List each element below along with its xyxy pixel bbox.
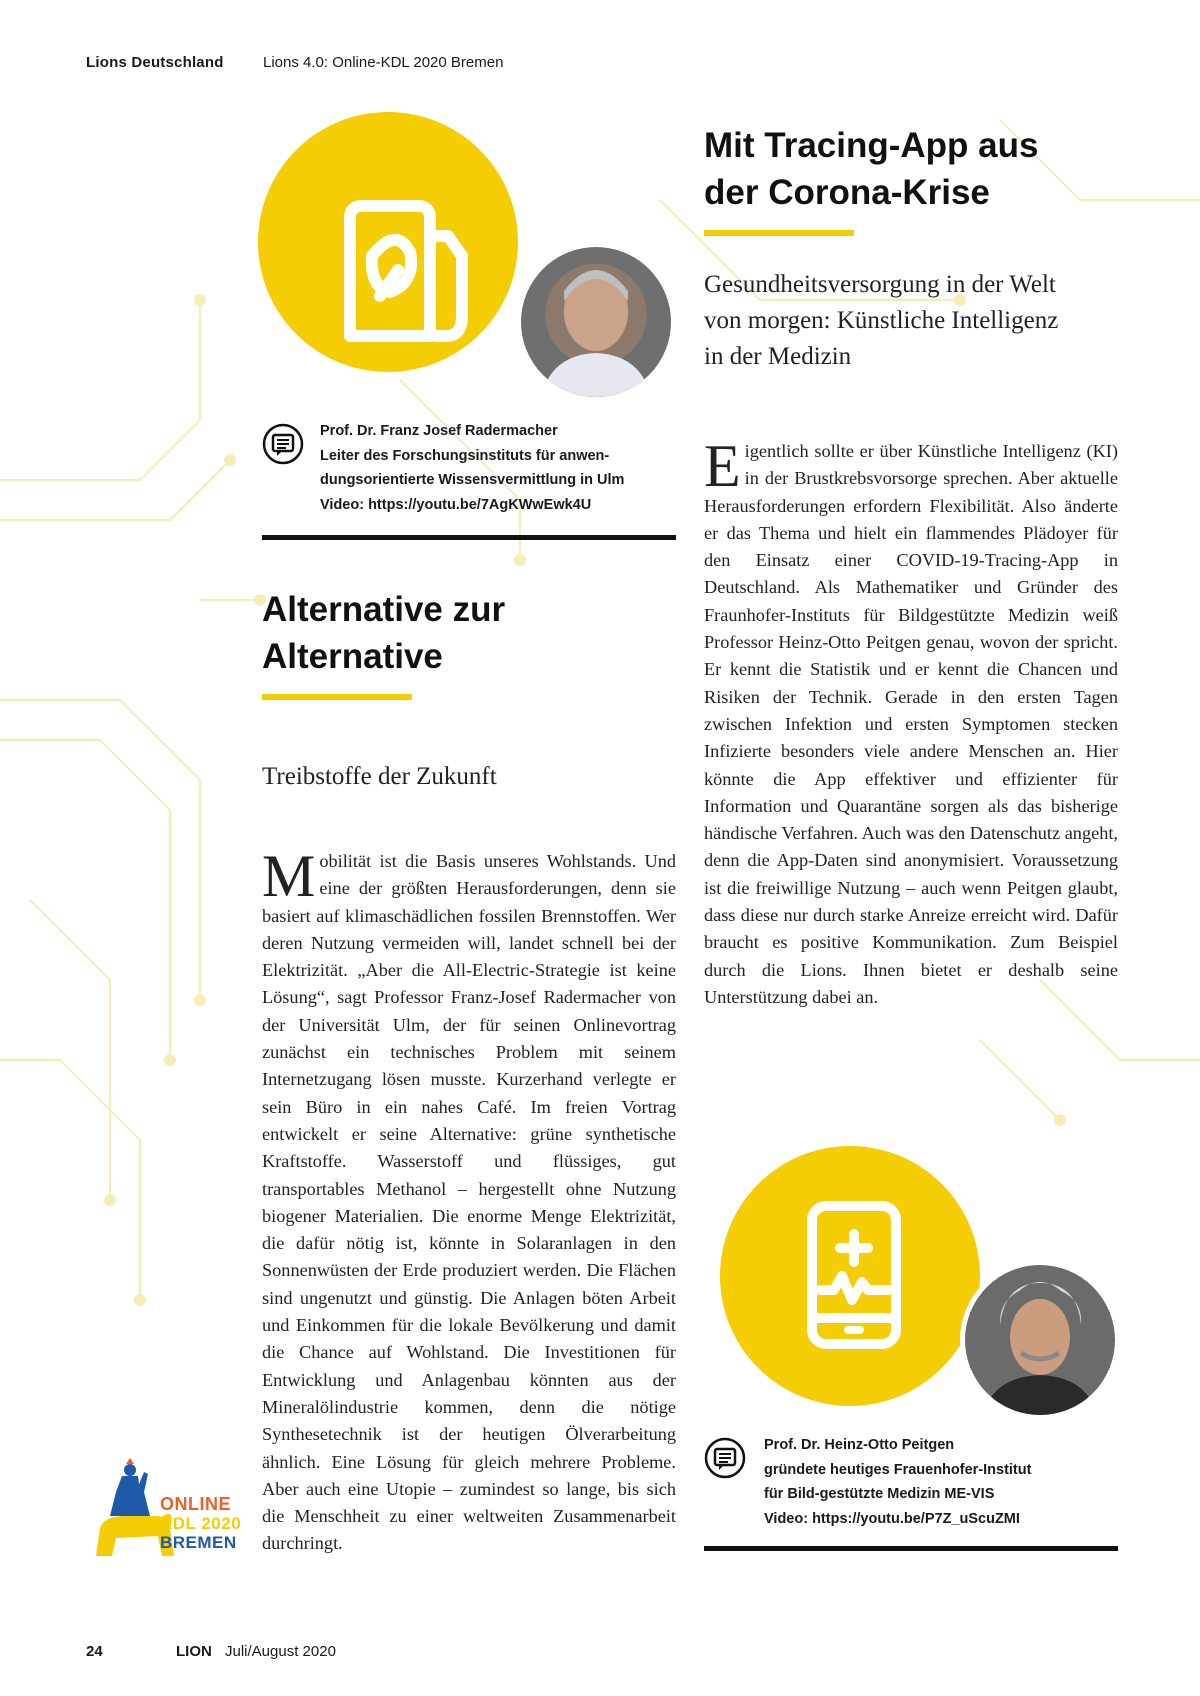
subtitle-line: von morgen: Künstliche Intelligenz [704, 307, 1059, 334]
event-logo [160, 1495, 241, 1552]
magazine-name: LION [176, 1643, 212, 1660]
left-article-body [262, 843, 676, 1558]
subtitle-line: Gesundheitsversorgung in der Welt [704, 271, 1056, 298]
right-article-body [704, 433, 1118, 1011]
speaker-video-link[interactable]: Video: https://youtu.be/P7Z_uScuZMI [764, 1510, 1020, 1527]
speaker-role-line: gründete heutiges Frauenhofer-Institut [764, 1461, 1032, 1478]
caption-divider [704, 1546, 1118, 1551]
title-underline [704, 230, 854, 236]
body-text: igentlich sollte er über Künstliche Intelligenz (KI) in der Brustkrebsvorsorge sprechen. Aber aktuelle Herausforderungen erfordern Flexibilität. Also änderte er das Thema und hielt ein flammendes Plädoyer für den Einsatz einer COVID-19-Tracing-App in Deutschland. Als Mathematiker und Gründer des Fraunhofer-Instituts für Bildgestützte Medizin weiß Professor Heinz-Otto Peitgen genau, wovon der spricht. Er kennt die Statistik und er kennt die Chancen und Risiken der Technik. Gerade in den ersten Tagen zwischen Infektion und ersten Symptomen stecken Infizierte besonders viele andere Menschen an. Hier könnte die App effektiver und effizienter für Information und Quarantäne sorgen als das bisherige händische Verfahren. Auch was den Datenschutz angeht, denn die App-Daten sind anonymisiert. Voraussetzung ist die freiwillige Nutzung – auch wenn Peitgen glaubt, dass diese nur durch starke Anreize erreicht wird. Dafür braucht es positive Kommunikation. Zum Beispiel durch die Lions. Ihnen bietet er deshalb seine Unterstützung dabei an. [704, 441, 1118, 1007]
caption-divider [262, 535, 676, 540]
speaker-caption-radermacher [320, 419, 690, 517]
fuel-pump-icon [340, 196, 480, 344]
speaker-photo-radermacher [516, 242, 676, 402]
speaker-name: Prof. Dr. Heinz-Otto Peitgen [764, 1437, 955, 1453]
header-brand: Lions Deutschland [86, 54, 224, 71]
right-article-subtitle [704, 267, 1058, 375]
left-article-title [262, 586, 505, 680]
drop-cap: E [704, 433, 741, 499]
speaker-caption-peitgen [764, 1433, 1124, 1531]
logo-line: ONLINE [160, 1494, 232, 1514]
title-line: der Corona-Krise [704, 173, 990, 212]
logo-line: BREMEN [160, 1533, 237, 1552]
portrait-silhouette-icon [521, 247, 671, 397]
logo-line: KDL 2020 [160, 1514, 242, 1533]
video-caption-icon [262, 423, 304, 465]
speaker-video-link[interactable]: Video: https://youtu.be/7AgKWwEwk4U [320, 496, 592, 513]
speaker-name: Prof. Dr. Franz Josef Radermacher [320, 423, 558, 439]
speaker-role-line: dungsorientierte Wissensvermittlung in Ulm [320, 472, 625, 488]
title-line: Alternative zur [262, 590, 506, 629]
speaker-photo-peitgen [960, 1260, 1120, 1420]
health-phone-icon [806, 1200, 902, 1350]
header-event: Lions 4.0: Online-KDL 2020 Bremen [263, 54, 504, 71]
speaker-role-line: für Bild-gestützte Medizin ME-VIS [764, 1486, 995, 1502]
title-line: Mit Tracing-App aus [704, 126, 1039, 165]
speaker-role-line: Leiter des Forschungsinstituts für anwen- [320, 447, 610, 464]
title-underline [262, 694, 412, 700]
title-line: Alternative [262, 637, 443, 676]
issue-date: Juli/August 2020 [225, 1643, 336, 1660]
page-number: 24 [86, 1643, 103, 1660]
subtitle-line: in der Medizin [704, 343, 852, 370]
left-article-subtitle: Treibstoffe der Zukunft [262, 763, 497, 790]
drop-cap: M [262, 843, 316, 909]
body-text: obilität ist die Basis unseres Wohlstands. Und eine der größten Herausforderungen, denn sie basiert auf klimaschädlichen fossilen Brennstoffen. Wer deren Nutzung vermeiden will, landet schnell bei der Elektrizität. „Aber die All-Electric-Strategie ist keine Lösung“, sagt Professor Franz-Josef Radermacher von der Universität Ulm, der für seinen Onlinevortrag zunächst ein technisches Problem mit seinem Internetzugang lösen musste. Kurzerhand verlegte er sein Büro in ein nahes Café. Im freien Vortrag entwickelt er seine Alternative: grüne synthetische Kraftstoffe. Wasserstoff und flüssiges, gut transportables Methanol – hergestellt ohne Nutzung biogener Materialien. Die enorme Menge Elektrizität, die dafür nötig ist, könnte in Solaranlagen in den Sonnenwüsten der Erde produziert werden. Die Flächen sind ungenutzt und günstig. Die Anlagen böten Arbeit und Einkommen für die lokale Bevölkerung und damit die Chance auf Wohlstand. Die Investitionen für Entwicklung und Anlagenbau könnten aus der Mineralölindustrie kommen, denn die nötige Synthesetechnik ist der heutigen Ölverarbeitung ähnlich. Eine Lösung für gleich mehrere Probleme. Aber auch eine Utopie – zumindest so lange, bis sich die Menschheit zu einer weltweiten Zusammenarbeit durchringt. [262, 851, 676, 1554]
right-article-title [704, 122, 1038, 216]
portrait-silhouette-icon [965, 1265, 1115, 1415]
video-caption-icon [704, 1437, 746, 1479]
